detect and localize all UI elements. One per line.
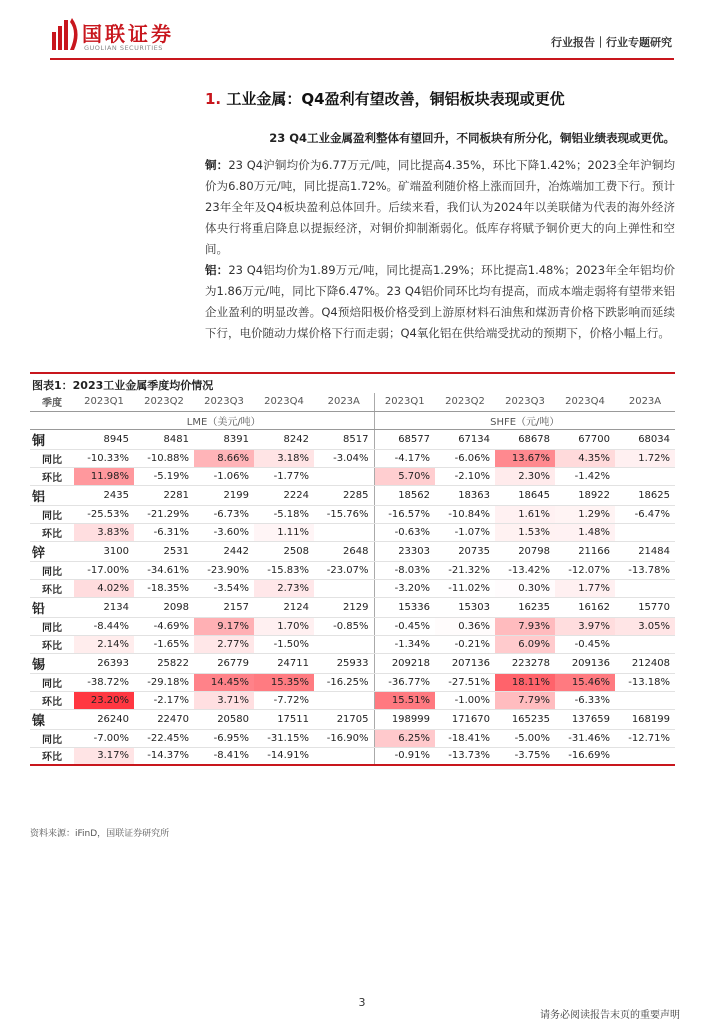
price-cell: 2199: [194, 485, 254, 505]
yoy-cell: -10.88%: [134, 449, 194, 467]
price-cell: 26393: [74, 653, 134, 673]
yoy-cell: 15.35%: [254, 673, 314, 691]
price-cell: 2508: [254, 541, 314, 561]
qoq-cell: -11.02%: [435, 579, 495, 597]
qoq-cell: -1.06%: [194, 467, 254, 485]
qoq-label: 环比: [30, 747, 74, 765]
qoq-cell: 1.11%: [254, 523, 314, 541]
yoy-label: 同比: [30, 673, 74, 691]
metal-name: 锌: [30, 541, 74, 561]
yoy-cell: -15.76%: [314, 505, 374, 523]
quarter-header: 2023Q3: [194, 393, 254, 411]
price-cell: 2129: [314, 597, 374, 617]
qoq-label: 环比: [30, 691, 74, 709]
unit-spacer: [30, 411, 74, 429]
quarter-header: 2023Q2: [435, 393, 495, 411]
yoy-cell: -17.00%: [74, 561, 134, 579]
qoq-cell: [314, 523, 374, 541]
price-cell: 67134: [435, 429, 495, 449]
yoy-cell: 13.67%: [495, 449, 555, 467]
metal-price-table: [30, 393, 675, 766]
document-type: 行业报告｜行业专题研究: [551, 36, 672, 49]
qoq-cell: -2.10%: [435, 467, 495, 485]
qoq-row: [30, 467, 675, 485]
yoy-cell: -6.95%: [194, 729, 254, 747]
quarter-header: 2023A: [314, 393, 374, 411]
yoy-cell: -0.85%: [314, 617, 374, 635]
yoy-cell: -31.46%: [555, 729, 615, 747]
yoy-label: 同比: [30, 505, 74, 523]
price-cell: 209136: [555, 653, 615, 673]
price-cell: 2435: [74, 485, 134, 505]
section-title-text: 工业金属：Q4盈利有望改善，铜铝板块表现或更优: [226, 90, 565, 108]
yoy-row: [30, 505, 675, 523]
yoy-cell: -18.41%: [435, 729, 495, 747]
yoy-cell: -25.53%: [74, 505, 134, 523]
yoy-cell: 1.72%: [615, 449, 675, 467]
qoq-cell: -0.63%: [374, 523, 435, 541]
qoq-cell: 4.02%: [74, 579, 134, 597]
yoy-cell: -12.07%: [555, 561, 615, 579]
yoy-cell: 15.46%: [555, 673, 615, 691]
yoy-cell: 1.70%: [254, 617, 314, 635]
price-cell: 2134: [74, 597, 134, 617]
metal-name: 锡: [30, 653, 74, 673]
qoq-cell: 11.98%: [74, 467, 134, 485]
yoy-cell: 3.18%: [254, 449, 314, 467]
yoy-cell: -6.47%: [615, 505, 675, 523]
yoy-cell: -6.06%: [435, 449, 495, 467]
qoq-cell: -0.45%: [555, 635, 615, 653]
qoq-cell: -14.91%: [254, 747, 314, 765]
yoy-cell: 7.93%: [495, 617, 555, 635]
price-cell: 15303: [435, 597, 495, 617]
yoy-cell: -16.25%: [314, 673, 374, 691]
yoy-cell: -6.73%: [194, 505, 254, 523]
yoy-cell: -8.44%: [74, 617, 134, 635]
qoq-cell: [615, 691, 675, 709]
yoy-cell: -15.83%: [254, 561, 314, 579]
price-cell: 20735: [435, 541, 495, 561]
qoq-cell: -0.21%: [435, 635, 495, 653]
yoy-label: 同比: [30, 561, 74, 579]
yoy-cell: -10.33%: [74, 449, 134, 467]
price-cell: 8242: [254, 429, 314, 449]
qoq-cell: [615, 467, 675, 485]
yoy-cell: 9.17%: [194, 617, 254, 635]
price-row: [30, 709, 675, 729]
yoy-label: 同比: [30, 449, 74, 467]
quarter-header: 2023Q3: [495, 393, 555, 411]
yoy-cell: 0.36%: [435, 617, 495, 635]
yoy-cell: -16.57%: [374, 505, 435, 523]
qoq-label: 环比: [30, 579, 74, 597]
price-row: [30, 541, 675, 561]
qoq-cell: -1.77%: [254, 467, 314, 485]
price-cell: 17511: [254, 709, 314, 729]
copper-paragraph: [205, 155, 675, 260]
price-cell: 26240: [74, 709, 134, 729]
yoy-cell: -23.90%: [194, 561, 254, 579]
qoq-cell: 6.09%: [495, 635, 555, 653]
qoq-cell: 0.30%: [495, 579, 555, 597]
qoq-cell: [314, 747, 374, 765]
price-cell: 8391: [194, 429, 254, 449]
price-cell: 207136: [435, 653, 495, 673]
header-divider: [50, 58, 674, 60]
yoy-cell: -5.18%: [254, 505, 314, 523]
qoq-cell: -6.33%: [555, 691, 615, 709]
price-cell: 22470: [134, 709, 194, 729]
copper-lead: 铜：: [205, 158, 229, 172]
figure-title: 图表1：2023工业金属季度均价情况: [30, 372, 675, 390]
yoy-cell: -36.77%: [374, 673, 435, 691]
price-cell: 137659: [555, 709, 615, 729]
qoq-row: [30, 691, 675, 709]
page-header: [0, 0, 724, 64]
figure-source: 资料来源：iFinD，国联证券研究所: [30, 829, 170, 839]
qoq-cell: -1.07%: [435, 523, 495, 541]
yoy-cell: 1.61%: [495, 505, 555, 523]
price-cell: 18922: [555, 485, 615, 505]
copper-text: 23 Q4沪铜均价为6.77万元/吨，同比提高4.35%，环比下降1.42%；2023全年沪铜均价为6.80万元/吨，同比提高1.72%。矿端盈利随价格上涨而回升，冶炼端加工费下行。预计23年全年及Q4板块盈利总体回升。后续来看，我们认为2024年以美联储为代表的海外经济体央行将重启降息以提振经济，对铜价抑制渐弱化。低库存将赋予铜价更大的向上弹性和空间。: [205, 158, 676, 256]
yoy-label: 同比: [30, 617, 74, 635]
yoy-row: [30, 561, 675, 579]
yoy-cell: 8.66%: [194, 449, 254, 467]
price-cell: 168199: [615, 709, 675, 729]
price-cell: 8481: [134, 429, 194, 449]
qoq-row: [30, 747, 675, 765]
price-cell: 2124: [254, 597, 314, 617]
yoy-cell: 4.35%: [555, 449, 615, 467]
quarter-header: 2023Q4: [555, 393, 615, 411]
yoy-cell: -31.15%: [254, 729, 314, 747]
yoy-cell: -16.90%: [314, 729, 374, 747]
quarter-header: 2023A: [615, 393, 675, 411]
price-cell: 18645: [495, 485, 555, 505]
shfe-unit-label: SHFE（元/吨）: [374, 411, 675, 429]
price-cell: 21484: [615, 541, 675, 561]
price-cell: 165235: [495, 709, 555, 729]
yoy-cell: -13.78%: [615, 561, 675, 579]
qoq-cell: [615, 579, 675, 597]
yoy-cell: -8.03%: [374, 561, 435, 579]
price-cell: 23303: [374, 541, 435, 561]
qoq-cell: -8.41%: [194, 747, 254, 765]
metal-name: 铝: [30, 485, 74, 505]
section-title: [205, 88, 565, 109]
price-cell: 21166: [555, 541, 615, 561]
yoy-cell: -21.29%: [134, 505, 194, 523]
qoq-cell: 3.71%: [194, 691, 254, 709]
qoq-cell: 1.48%: [555, 523, 615, 541]
yoy-cell: -22.45%: [134, 729, 194, 747]
price-row: [30, 485, 675, 505]
metal-name: 铅: [30, 597, 74, 617]
price-cell: 209218: [374, 653, 435, 673]
price-row: [30, 429, 675, 449]
price-cell: 16235: [495, 597, 555, 617]
price-cell: 18363: [435, 485, 495, 505]
qoq-cell: 2.14%: [74, 635, 134, 653]
quarter-header: 2023Q4: [254, 393, 314, 411]
price-cell: 8945: [74, 429, 134, 449]
yoy-cell: 18.11%: [495, 673, 555, 691]
price-cell: 68034: [615, 429, 675, 449]
logo-chinese-text: 国联证券: [82, 22, 174, 46]
quarter-header: 2023Q1: [74, 393, 134, 411]
yoy-cell: 6.25%: [374, 729, 435, 747]
logo-mark-icon: [50, 16, 78, 52]
qoq-label: 环比: [30, 635, 74, 653]
qoq-cell: -1.00%: [435, 691, 495, 709]
price-cell: 2648: [314, 541, 374, 561]
quarter-header: 2023Q1: [374, 393, 435, 411]
qoq-cell: [615, 523, 675, 541]
price-cell: 16162: [555, 597, 615, 617]
price-cell: 68577: [374, 429, 435, 449]
price-cell: 15336: [374, 597, 435, 617]
qoq-cell: 7.79%: [495, 691, 555, 709]
qoq-cell: -1.42%: [555, 467, 615, 485]
qoq-cell: 3.17%: [74, 747, 134, 765]
price-cell: 223278: [495, 653, 555, 673]
qoq-label: 环比: [30, 523, 74, 541]
yoy-row: [30, 729, 675, 747]
qoq-cell: -18.35%: [134, 579, 194, 597]
qoq-cell: [314, 635, 374, 653]
logo-english-text: GUOLIAN SECURITIES: [84, 44, 163, 52]
yoy-cell: -10.84%: [435, 505, 495, 523]
yoy-cell: -4.69%: [134, 617, 194, 635]
yoy-cell: -5.00%: [495, 729, 555, 747]
yoy-cell: -7.00%: [74, 729, 134, 747]
qoq-cell: [314, 691, 374, 709]
price-cell: 67700: [555, 429, 615, 449]
season-label: 季度: [30, 393, 74, 411]
price-cell: 212408: [615, 653, 675, 673]
qoq-row: [30, 579, 675, 597]
qoq-label: 环比: [30, 467, 74, 485]
yoy-cell: -3.04%: [314, 449, 374, 467]
price-cell: 20580: [194, 709, 254, 729]
yoy-cell: 3.97%: [555, 617, 615, 635]
qoq-cell: [314, 579, 374, 597]
yoy-cell: 14.45%: [194, 673, 254, 691]
qoq-cell: -0.91%: [374, 747, 435, 765]
yoy-label: 同比: [30, 729, 74, 747]
qoq-row: [30, 523, 675, 541]
price-cell: 2285: [314, 485, 374, 505]
qoq-cell: -6.31%: [134, 523, 194, 541]
footer-disclaimer: 请务必阅读报告末页的重要声明: [540, 1010, 680, 1021]
price-row: [30, 597, 675, 617]
price-cell: 15770: [615, 597, 675, 617]
qoq-cell: -3.20%: [374, 579, 435, 597]
qoq-cell: 2.30%: [495, 467, 555, 485]
price-cell: 18562: [374, 485, 435, 505]
aluminum-paragraph: [205, 260, 675, 344]
price-cell: 2098: [134, 597, 194, 617]
metal-name: 镍: [30, 709, 74, 729]
qoq-cell: -16.69%: [555, 747, 615, 765]
lme-unit-label: LME（美元/吨）: [74, 411, 374, 429]
qoq-cell: 1.77%: [555, 579, 615, 597]
price-cell: 2531: [134, 541, 194, 561]
price-cell: 25933: [314, 653, 374, 673]
qoq-cell: 2.77%: [194, 635, 254, 653]
yoy-cell: -34.61%: [134, 561, 194, 579]
price-cell: 26779: [194, 653, 254, 673]
yoy-cell: 1.29%: [555, 505, 615, 523]
section-summary: 23 Q4工业金属盈利整体有望回升，不同板块有所分化，铜铝业绩表现或更优。: [269, 131, 675, 145]
yoy-row: [30, 617, 675, 635]
price-cell: 2281: [134, 485, 194, 505]
price-cell: 3100: [74, 541, 134, 561]
price-cell: 198999: [374, 709, 435, 729]
qoq-cell: -3.54%: [194, 579, 254, 597]
aluminum-text: 23 Q4铝均价为1.89万元/吨，同比提高1.29%；环比提高1.48%；2023年全年铝均价为1.86万元/吨，同比下降6.47%。23 Q4铝价同环比均有提高，而成本端走弱将有望带来铝企业盈利的明显改善。Q4预焙阳极价格受到上游原材料石油焦和煤沥青价格下跌影响而延续下行，电价随动力煤价格下行而走弱；Q4氧化铝在供给端受扰动的预期下，价格小幅上行。: [205, 263, 675, 340]
yoy-cell: -13.18%: [615, 673, 675, 691]
qoq-cell: 1.53%: [495, 523, 555, 541]
yoy-cell: 3.05%: [615, 617, 675, 635]
price-cell: 21705: [314, 709, 374, 729]
qoq-cell: -1.65%: [134, 635, 194, 653]
company-logo: [50, 16, 200, 56]
qoq-cell: -14.37%: [134, 747, 194, 765]
price-cell: 2157: [194, 597, 254, 617]
metal-name: 铜: [30, 429, 74, 449]
price-cell: 24711: [254, 653, 314, 673]
yoy-cell: -38.72%: [74, 673, 134, 691]
qoq-cell: -13.73%: [435, 747, 495, 765]
qoq-cell: [615, 747, 675, 765]
qoq-cell: -7.72%: [254, 691, 314, 709]
aluminum-lead: 铝：: [205, 263, 229, 277]
qoq-cell: -1.34%: [374, 635, 435, 653]
page-number: 3: [358, 996, 366, 1009]
yoy-cell: -13.42%: [495, 561, 555, 579]
yoy-cell: -23.07%: [314, 561, 374, 579]
price-cell: 18625: [615, 485, 675, 505]
price-cell: 25822: [134, 653, 194, 673]
price-row: [30, 653, 675, 673]
price-cell: 2442: [194, 541, 254, 561]
qoq-cell: -5.19%: [134, 467, 194, 485]
yoy-row: [30, 449, 675, 467]
qoq-cell: 2.73%: [254, 579, 314, 597]
price-cell: 171670: [435, 709, 495, 729]
yoy-cell: -12.71%: [615, 729, 675, 747]
price-cell: 8517: [314, 429, 374, 449]
qoq-row: [30, 635, 675, 653]
yoy-cell: -4.17%: [374, 449, 435, 467]
qoq-cell: 15.51%: [374, 691, 435, 709]
qoq-cell: [615, 635, 675, 653]
yoy-cell: -21.32%: [435, 561, 495, 579]
price-cell: 68678: [495, 429, 555, 449]
qoq-cell: -2.17%: [134, 691, 194, 709]
qoq-cell: -3.60%: [194, 523, 254, 541]
yoy-row: [30, 673, 675, 691]
section-number: 1.: [205, 90, 222, 108]
price-cell: 20798: [495, 541, 555, 561]
qoq-cell: 5.70%: [374, 467, 435, 485]
qoq-cell: -3.75%: [495, 747, 555, 765]
price-cell: 2224: [254, 485, 314, 505]
qoq-cell: 23.20%: [74, 691, 134, 709]
qoq-cell: [314, 467, 374, 485]
qoq-cell: 3.83%: [74, 523, 134, 541]
yoy-cell: -0.45%: [374, 617, 435, 635]
quarter-header: 2023Q2: [134, 393, 194, 411]
quarter-header-row: [30, 393, 675, 411]
unit-header-row: [30, 411, 675, 429]
qoq-cell: -1.50%: [254, 635, 314, 653]
yoy-cell: -29.18%: [134, 673, 194, 691]
yoy-cell: -27.51%: [435, 673, 495, 691]
